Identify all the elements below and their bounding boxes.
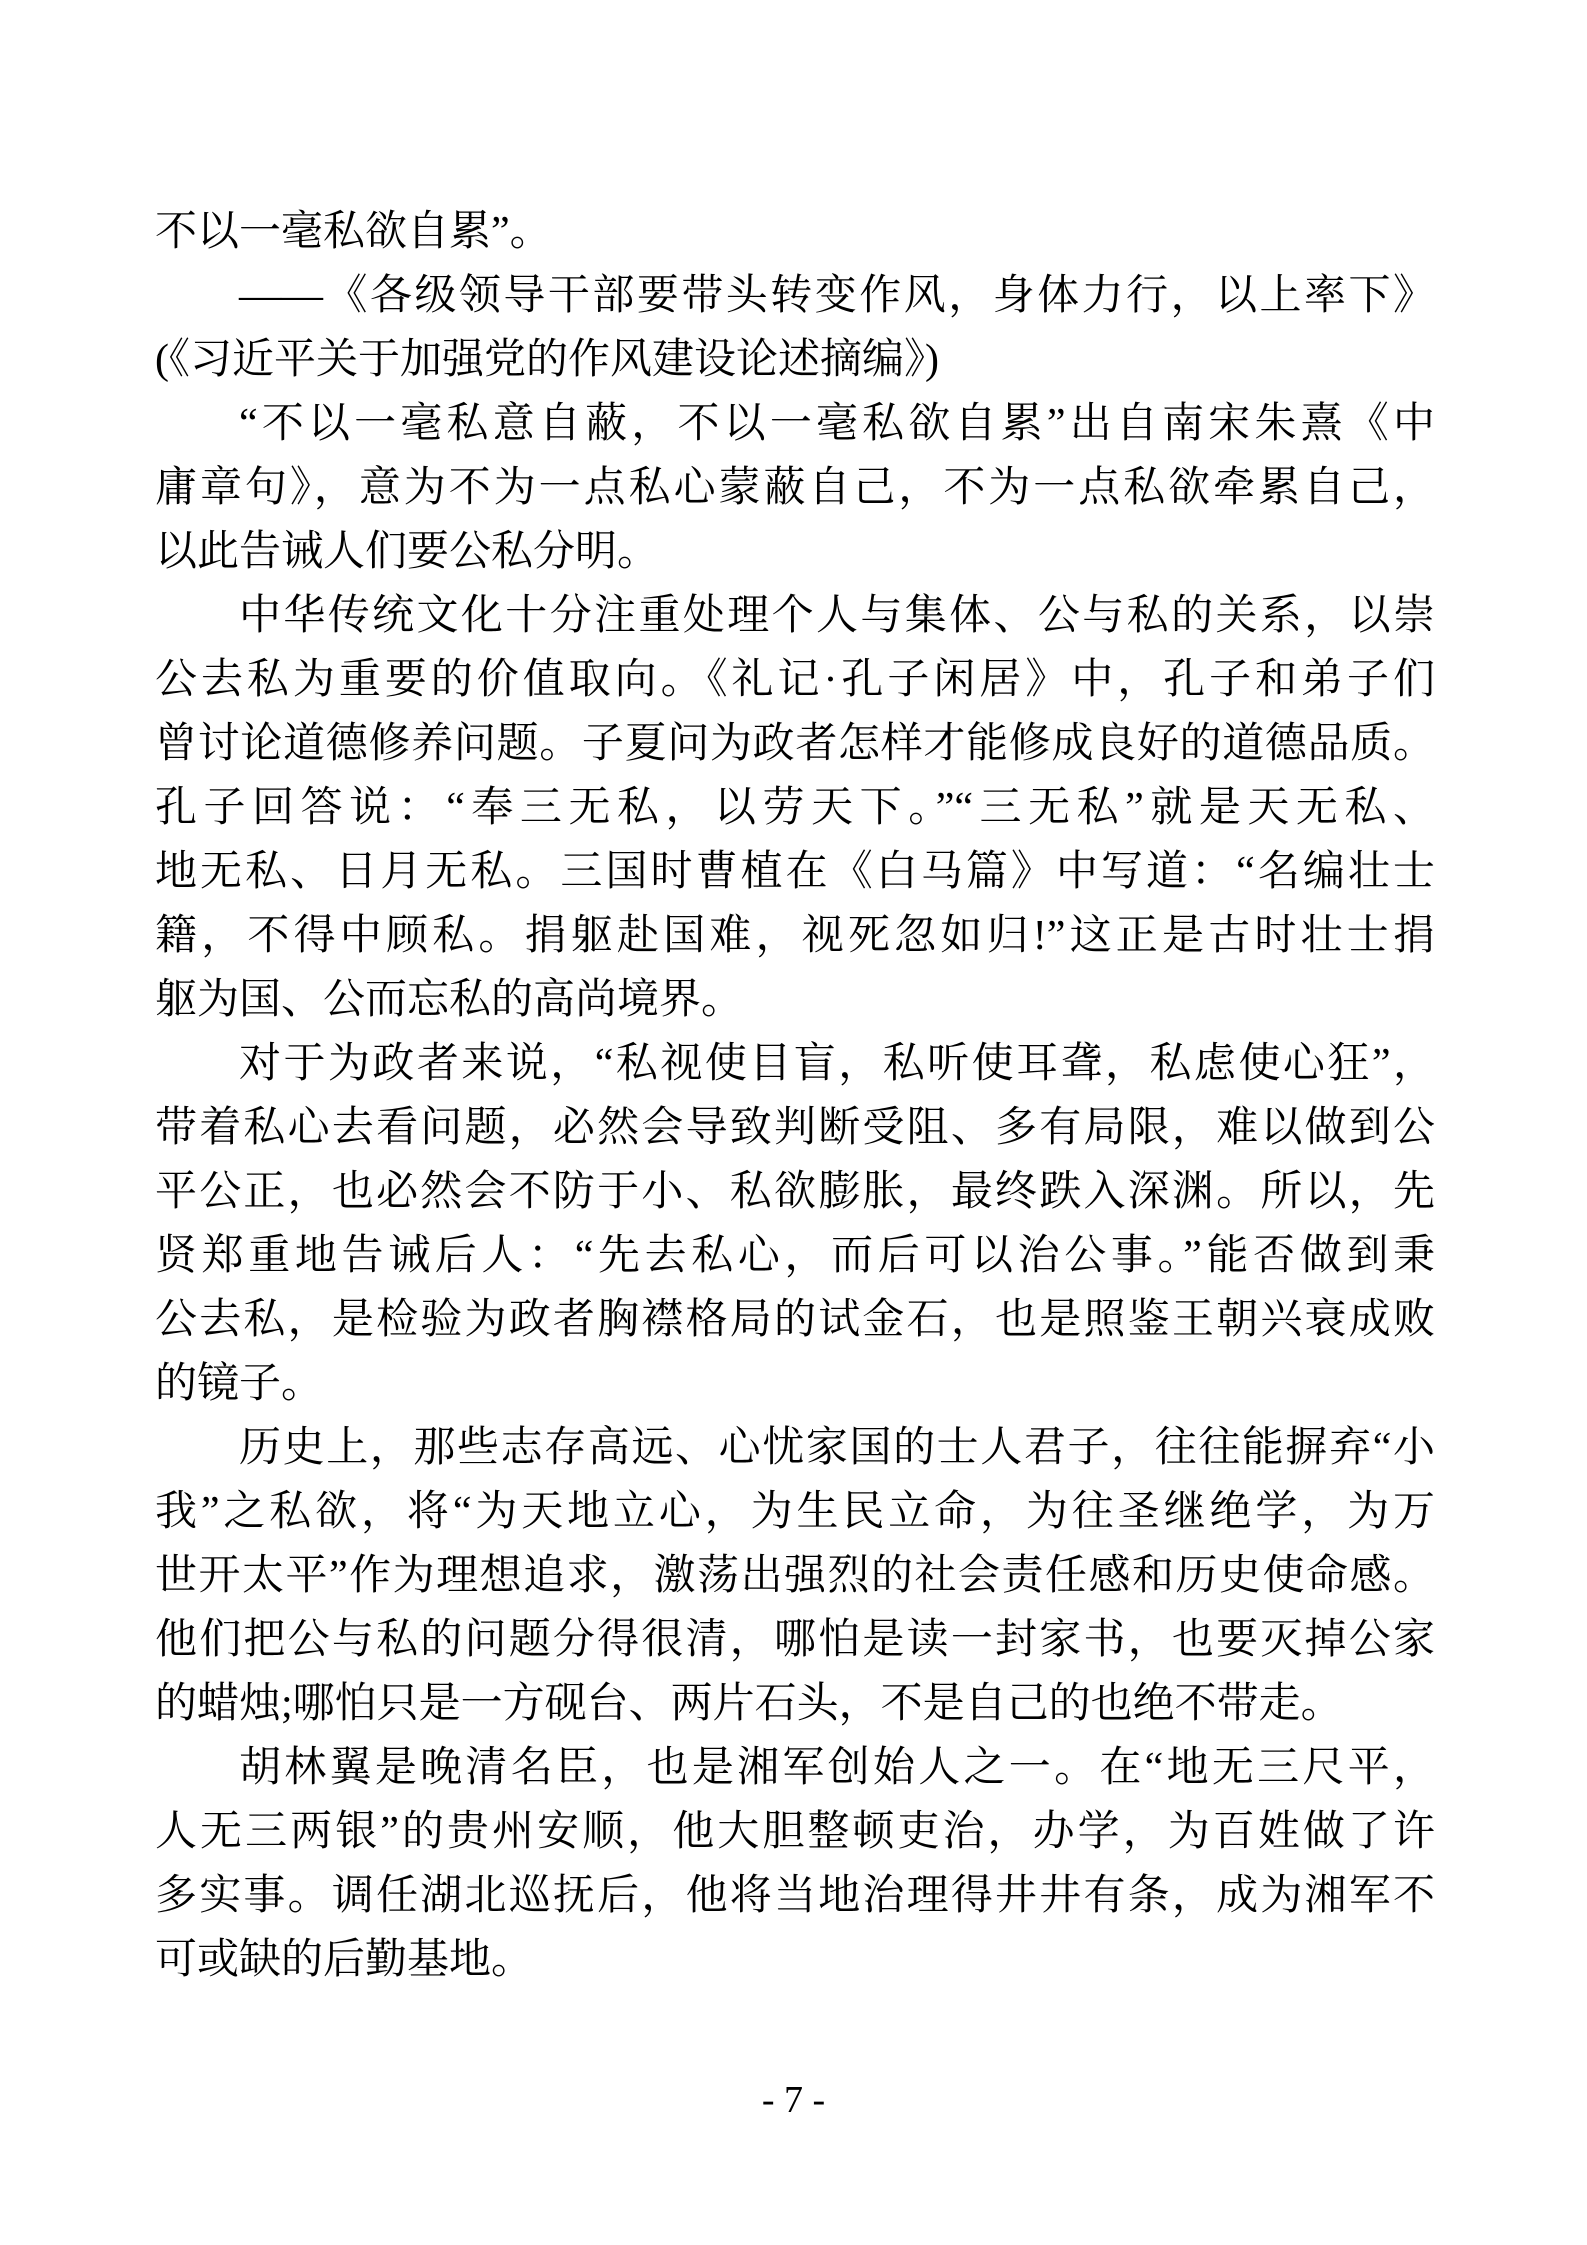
paragraph-body xyxy=(155,584,1435,1032)
text-line: 公去私，是检验为政者胸襟格局的试金石，也是照鉴王朝兴衰成败 xyxy=(155,1297,1435,1343)
text-line: 中华传统文化十分注重处理个人与集体、公与私的关系，以崇 xyxy=(239,593,1435,639)
text-line: 公去私为重要的价值取向。《礼记·孔子闲居》中，孔子和弟子们 xyxy=(155,657,1435,703)
text-line: 贤郑重地告诫后人：“先去私心，而后可以治公事。”能否做到秉 xyxy=(155,1233,1435,1279)
text-line: 以此告诫人们要公私分明。 xyxy=(155,529,660,575)
page-footer xyxy=(0,2072,1587,2128)
text-line: 的镜子。 xyxy=(155,1361,324,1407)
text-line: 不以一毫私欲自累”。 xyxy=(155,209,552,255)
text-line: (《习近平关于加强党的作风建设论述摘编》) xyxy=(155,337,939,383)
text-line: 曾讨论道德修养问题。子夏问为政者怎样才能修成良好的道德品质。 xyxy=(155,721,1435,767)
text-line: 孔子回答说：“奉三无私，以劳天下。”“三无私”就是天无私、 xyxy=(155,785,1435,831)
text-line: 平公正，也必然会不防于小、私欲膨胀，最终跌入深渊。所以，先 xyxy=(155,1169,1435,1215)
text-line: “不以一毫私意自蔽，不以一毫私欲自累”出自南宋朱熹《中 xyxy=(239,401,1435,447)
text-line: 我”之私欲，将“为天地立心，为生民立命，为往圣继绝学，为万 xyxy=(155,1489,1435,1535)
text-line: 世开太平”作为理想追求，激荡出强烈的社会责任感和历史使命感。 xyxy=(155,1553,1435,1599)
paragraph-body-continuation xyxy=(155,200,1435,264)
text-line: 的蜡烛;哪怕只是一方砚台、两片石头，不是自己的也绝不带走。 xyxy=(155,1681,1343,1727)
paragraph-body xyxy=(155,1416,1435,1736)
paragraph-attribution xyxy=(155,264,1435,392)
text-line: ——《各级领导干部要带头转变作风，身体力行，以上率下》 xyxy=(239,273,1435,319)
text-line: 多实事。调任湖北巡抚后，他将当地治理得井井有条，成为湘军不 xyxy=(155,1873,1435,1919)
text-line: 可或缺的后勤基地。 xyxy=(155,1937,534,1983)
text-line: 对于为政者来说，“私视使目盲，私听使耳聋，私虑使心狂”， xyxy=(239,1041,1435,1087)
paragraph-body xyxy=(155,1736,1435,1992)
text-line: 籍，不得中顾私。捐躯赴国难，视死忽如归!”这正是古时壮士捐 xyxy=(155,913,1435,959)
text-line: 历史上，那些志存高远、心忧家国的士人君子，往往能摒弃“小 xyxy=(239,1425,1435,1471)
text-line: 胡林翼是晚清名臣，也是湘军创始人之一。在“地无三尺平， xyxy=(239,1745,1435,1791)
text-line: 人无三两银”的贵州安顺，他大胆整顿吏治，办学，为百姓做了许 xyxy=(155,1809,1435,1855)
text-line: 他们把公与私的问题分得很清，哪怕是读一封家书，也要灭掉公家 xyxy=(155,1617,1435,1663)
paragraph-body xyxy=(155,1032,1435,1416)
text-line: 躯为国、公而忘私的高尚境界。 xyxy=(155,977,744,1023)
page-number: - 7 - xyxy=(761,2079,826,2121)
text-line: 地无私、日月无私。三国时曹植在《白马篇》中写道：“名编壮士 xyxy=(155,849,1435,895)
text-line: 庸章句》，意为不为一点私心蒙蔽自己，不为一点私欲牵累自己， xyxy=(155,465,1435,511)
document-body xyxy=(155,200,1435,1992)
text-line: 带着私心去看问题，必然会导致判断受阻、多有局限，难以做到公 xyxy=(155,1105,1435,1151)
paragraph-body xyxy=(155,392,1435,584)
